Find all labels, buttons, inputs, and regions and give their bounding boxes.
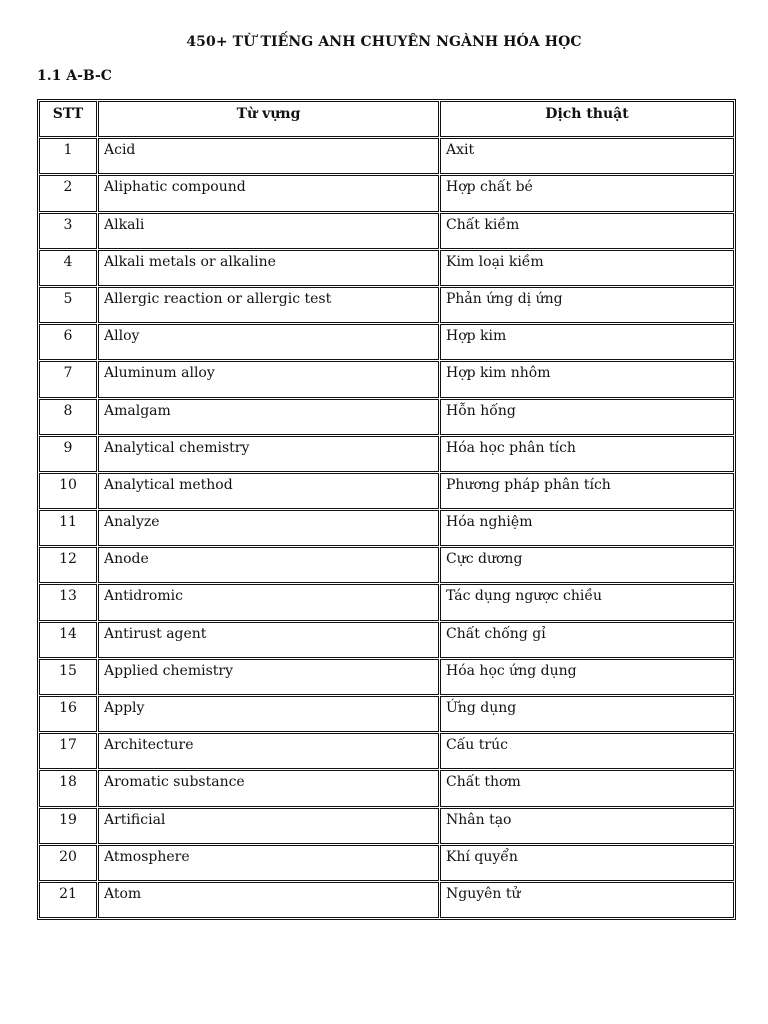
vocabulary-cell: Analyze: [98, 510, 439, 546]
translation-cell: Hóa nghiệm: [440, 510, 734, 546]
row-number: 16: [39, 696, 97, 732]
vocabulary-cell: Atmosphere: [98, 845, 439, 881]
translation-cell: Phương pháp phân tích: [440, 473, 734, 509]
row-number: 6: [39, 324, 97, 360]
translation-cell: Nguyên tử: [440, 882, 734, 918]
table-row: [39, 399, 734, 435]
translation-cell: Chất thơm: [440, 770, 734, 806]
table-body: [39, 138, 734, 918]
vocabulary-cell: Antidromic: [98, 584, 439, 620]
row-number: 13: [39, 584, 97, 620]
translation-cell: Hóa học ứng dụng: [440, 659, 734, 695]
vocabulary-cell: Anode: [98, 547, 439, 583]
translation-cell: Hợp kim: [440, 324, 734, 360]
translation-cell: Axit: [440, 138, 734, 174]
vocabulary-cell: Atom: [98, 882, 439, 918]
vocabulary-cell: Apply: [98, 696, 439, 732]
table-row: [39, 250, 734, 286]
vocabulary-cell: Alkali metals or alkaline: [98, 250, 439, 286]
translation-cell: Kim loại kiềm: [440, 250, 734, 286]
translation-cell: Hợp kim nhôm: [440, 361, 734, 397]
row-number: 20: [39, 845, 97, 881]
section-heading: 1.1 A-B-C: [37, 68, 112, 84]
vocabulary-cell: Aliphatic compound: [98, 175, 439, 211]
row-number: 18: [39, 770, 97, 806]
table-row: [39, 882, 734, 918]
table-row: [39, 770, 734, 806]
table-row: [39, 845, 734, 881]
row-number: 12: [39, 547, 97, 583]
row-number: 14: [39, 622, 97, 658]
table-row: [39, 510, 734, 546]
translation-cell: Cấu trúc: [440, 733, 734, 769]
row-number: 17: [39, 733, 97, 769]
table-row: [39, 213, 734, 249]
vocabulary-cell: Allergic reaction or allergic test: [98, 287, 439, 323]
table-row: [39, 584, 734, 620]
row-number: 2: [39, 175, 97, 211]
header-vocabulary: Từ vựng: [98, 101, 439, 137]
vocabulary-cell: Applied chemistry: [98, 659, 439, 695]
translation-cell: Chất kiềm: [440, 213, 734, 249]
translation-cell: Phản ứng dị ứng: [440, 287, 734, 323]
translation-cell: Tác dụng ngược chiều: [440, 584, 734, 620]
vocabulary-cell: Acid: [98, 138, 439, 174]
vocabulary-table: [37, 99, 736, 920]
row-number: 4: [39, 250, 97, 286]
table-header-row: [39, 101, 734, 137]
translation-cell: Ứng dụng: [440, 696, 734, 732]
table-row: [39, 473, 734, 509]
row-number: 8: [39, 399, 97, 435]
vocabulary-cell: Artificial: [98, 808, 439, 844]
translation-cell: Khí quyển: [440, 845, 734, 881]
row-number: 1: [39, 138, 97, 174]
table-row: [39, 622, 734, 658]
row-number: 3: [39, 213, 97, 249]
table-row: [39, 138, 734, 174]
table-row: [39, 733, 734, 769]
table-row: [39, 696, 734, 732]
vocabulary-cell: Amalgam: [98, 399, 439, 435]
row-number: 11: [39, 510, 97, 546]
table-row: [39, 808, 734, 844]
row-number: 5: [39, 287, 97, 323]
row-number: 19: [39, 808, 97, 844]
translation-cell: Chất chống gỉ: [440, 622, 734, 658]
translation-cell: Cực dương: [440, 547, 734, 583]
header-stt: STT: [39, 101, 97, 137]
row-number: 21: [39, 882, 97, 918]
vocabulary-cell: Architecture: [98, 733, 439, 769]
translation-cell: Hợp chất bé: [440, 175, 734, 211]
translation-cell: Hỗn hống: [440, 399, 734, 435]
table-row: [39, 361, 734, 397]
translation-cell: Nhân tạo: [440, 808, 734, 844]
vocabulary-cell: Antirust agent: [98, 622, 439, 658]
row-number: 15: [39, 659, 97, 695]
vocabulary-cell: Aluminum alloy: [98, 361, 439, 397]
table-row: [39, 175, 734, 211]
vocabulary-cell: Analytical method: [98, 473, 439, 509]
table-row: [39, 547, 734, 583]
vocabulary-cell: Analytical chemistry: [98, 436, 439, 472]
translation-cell: Hóa học phân tích: [440, 436, 734, 472]
row-number: 10: [39, 473, 97, 509]
row-number: 7: [39, 361, 97, 397]
table-row: [39, 436, 734, 472]
table-row: [39, 659, 734, 695]
table-row: [39, 324, 734, 360]
vocabulary-cell: Alkali: [98, 213, 439, 249]
vocabulary-cell: Alloy: [98, 324, 439, 360]
row-number: 9: [39, 436, 97, 472]
vocabulary-cell: Aromatic substance: [98, 770, 439, 806]
document-title: 450+ TỪ TIẾNG ANH CHUYÊN NGÀNH HÓA HỌC: [186, 34, 582, 50]
table-row: [39, 287, 734, 323]
header-translation: Dịch thuật: [440, 101, 734, 137]
